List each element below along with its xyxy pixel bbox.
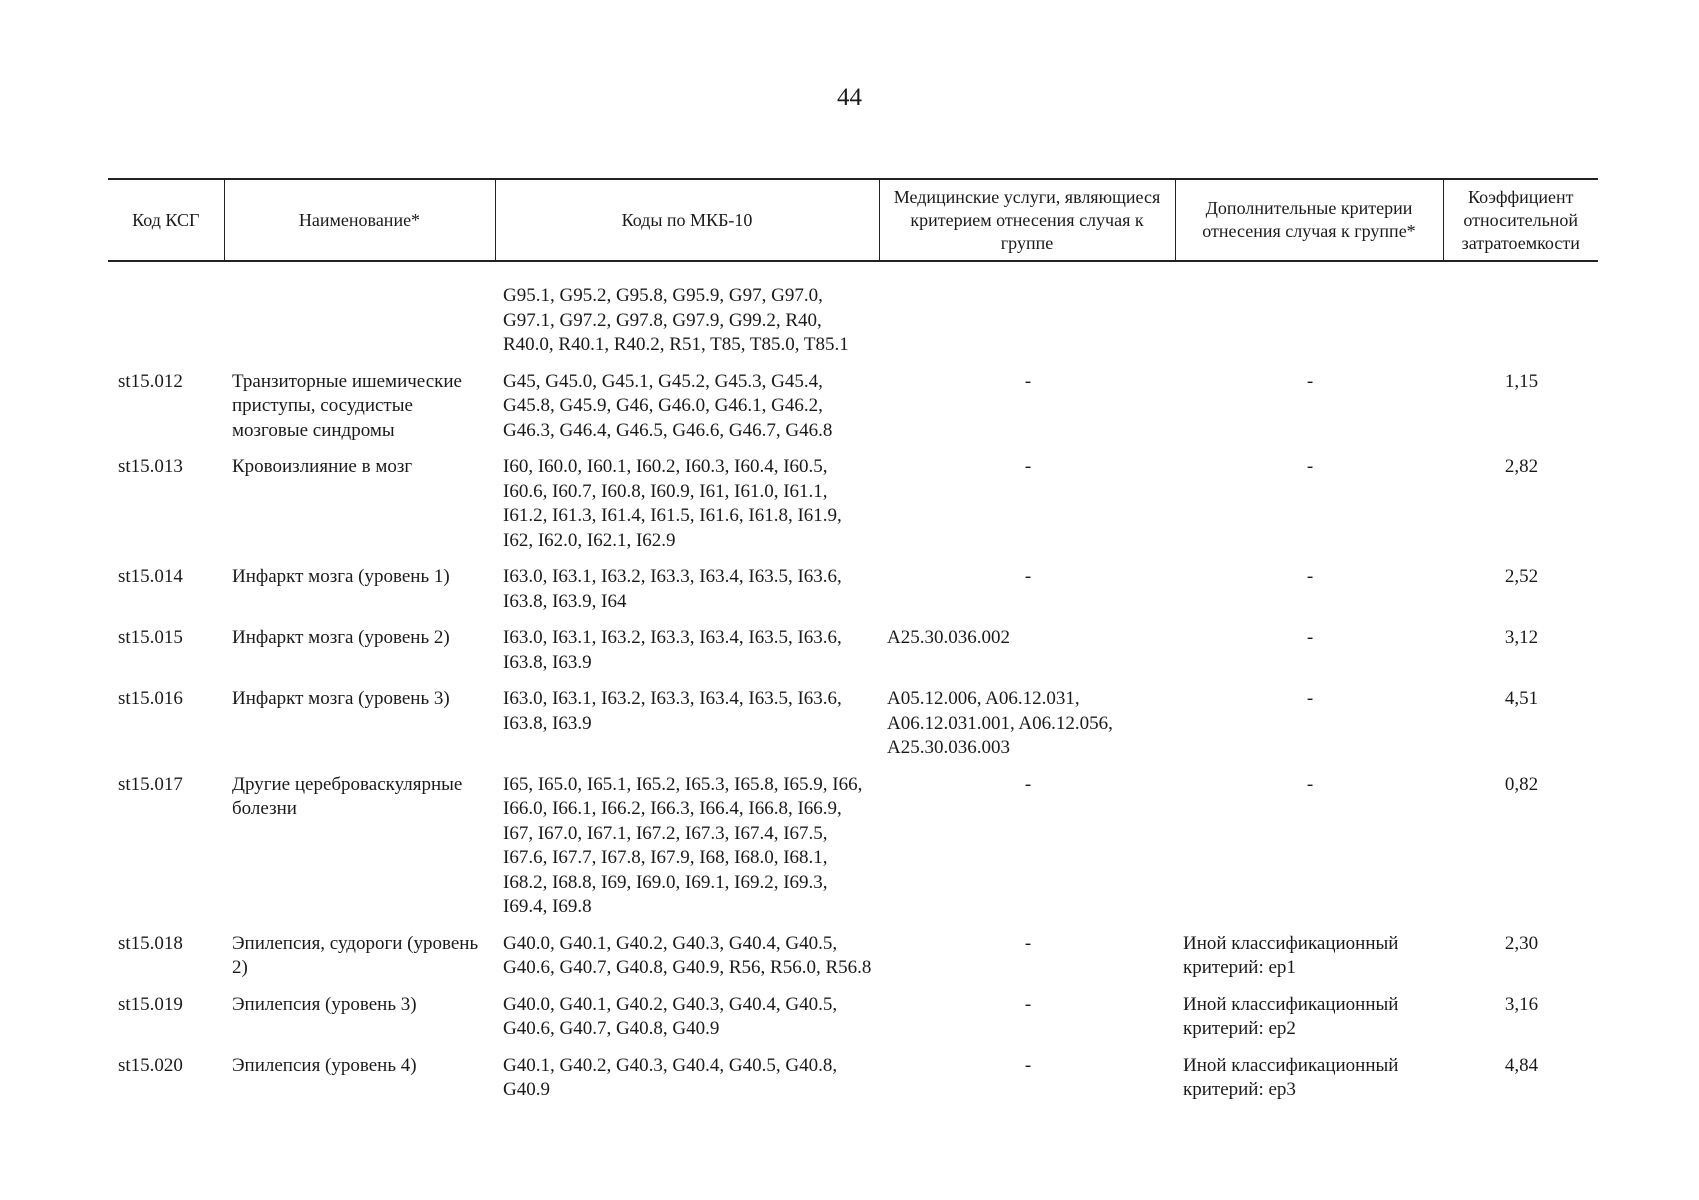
cell-services: - [1024, 1054, 1032, 1076]
cell-criteria [1175, 261, 1443, 364]
header-name: Наименование* [224, 179, 495, 261]
cell-criteria: - [1306, 688, 1314, 709]
table-row [108, 1048, 1598, 1109]
cell-code: st15.017 [118, 773, 183, 795]
cell-name: Другие цереброваскулярные болезни [232, 773, 463, 819]
header-code: Код КСГ [108, 179, 224, 261]
cell-coef: 2,52 [1504, 566, 1539, 587]
cell-code: st15.015 [118, 627, 183, 648]
cell-coef: 4,84 [1504, 1054, 1539, 1076]
cell-code [108, 261, 224, 364]
ksg-table [108, 178, 1598, 1109]
cell-icd: I60, I60.0, I60.1, I60.2, I60.3, I60.4, I60.5, I60.6, I60.7, I60.8, I60.9, I61, I61.0, I61.1, I61.2, I61.3, I61.4, I61.5, I61.6, I61.8, I61.9, I62, I62.0, I62.1, I62.9 [503, 456, 842, 551]
cell-code: st15.012 [118, 370, 183, 392]
header-coef: Коэффициент относительной затратоемкости [1443, 179, 1598, 261]
cell-services: - [1024, 456, 1032, 477]
table-body [108, 261, 1598, 1109]
cell-coef: 4,51 [1504, 688, 1539, 709]
header-criteria: Дополнительные критерии отнесения случая к группе* [1175, 179, 1443, 261]
table-row [108, 987, 1598, 1048]
cell-name: Эпилепсия (уровень 4) [232, 1054, 417, 1076]
cell-code: st15.019 [118, 993, 183, 1015]
cell-services: - [1024, 773, 1032, 795]
cell-coef: 1,15 [1504, 370, 1539, 392]
cell-criteria: - [1306, 566, 1314, 587]
cell-criteria: - [1306, 456, 1314, 477]
cell-services: A25.30.036.002 [887, 627, 1010, 648]
cell-criteria: - [1306, 627, 1314, 648]
table-row [108, 767, 1598, 926]
cell-icd: G95.1, G95.2, G95.8, G95.9, G97, G97.0, G97.1, G97.2, G97.8, G97.9, G99.2, R40, R40.0, R40.1, R40.2, R51, T85, T85.0, T85.1 [503, 285, 849, 355]
cell-name: Транзиторные ишемические приступы, сосудистые мозговые синдромы [232, 370, 462, 441]
cell-coef: 2,30 [1504, 932, 1539, 954]
page-number: 44 [837, 84, 862, 111]
cell-icd: G40.0, G40.1, G40.2, G40.3, G40.4, G40.5, G40.6, G40.7, G40.8, G40.9 [503, 993, 838, 1039]
cell-coef: 3,16 [1504, 993, 1539, 1015]
cell-name: Кровоизлияние в мозг [232, 456, 413, 477]
header-services: Медицинские услуги, являющиеся критерием отнесения случая к группе [879, 179, 1175, 261]
cell-coef [1443, 261, 1598, 364]
cell-code: st15.020 [118, 1054, 183, 1076]
cell-code: st15.013 [118, 456, 183, 477]
cell-icd: G45, G45.0, G45.1, G45.2, G45.3, G45.4, G45.8, G45.9, G46, G46.0, G46.1, G46.2, G46.3, G46.4, G46.5, G46.6, G46.7, G46.8 [503, 370, 833, 441]
cell-icd: G40.1, G40.2, G40.3, G40.4, G40.5, G40.8, G40.9 [503, 1054, 838, 1100]
cell-icd: I63.0, I63.1, I63.2, I63.3, I63.4, I63.5, I63.6, I63.8, I63.9 [503, 627, 842, 673]
cell-coef: 0,82 [1504, 773, 1539, 795]
cell-criteria: Иной классификационный критерий: ep3 [1183, 1054, 1399, 1100]
table-row [108, 926, 1598, 987]
cell-name [224, 261, 495, 364]
cell-criteria: - [1306, 773, 1314, 795]
table-row [108, 449, 1598, 559]
cell-criteria: Иной классификационный критерий: ep2 [1183, 993, 1399, 1039]
table-row [108, 261, 1598, 364]
table-row [108, 364, 1598, 450]
table-row [108, 681, 1598, 767]
cell-coef: 3,12 [1504, 627, 1539, 648]
cell-code: st15.018 [118, 932, 183, 954]
cell-name: Инфаркт мозга (уровень 1) [232, 566, 450, 587]
cell-icd: I65, I65.0, I65.1, I65.2, I65.3, I65.8, I65.9, I66, I66.0, I66.1, I66.2, I66.3, I66.4, I66.8, I66.9, I67, I67.0, I67.1, I67.2, I67.3, I67.4, I67.5, I67.6, I67.7, I67.8, I67.9, I68, I68.0, I68.1, I68.2, I68.8, I69, I69.0, I69.1, I69.2, I69.3, I69.4, I69.8 [503, 773, 863, 917]
cell-icd: G40.0, G40.1, G40.2, G40.3, G40.4, G40.5, G40.6, G40.7, G40.8, G40.9, R56, R56.0, R56.8 [503, 932, 872, 978]
cell-services: - [1024, 370, 1032, 392]
cell-criteria: - [1306, 370, 1314, 392]
cell-name: Инфаркт мозга (уровень 3) [232, 688, 450, 709]
cell-services: A05.12.006, A06.12.031, A06.12.031.001, A06.12.056, A25.30.036.003 [887, 688, 1113, 758]
cell-name: Эпилепсия, судороги (уровень 2) [232, 932, 479, 978]
table-row [108, 559, 1598, 620]
table-header [108, 179, 1598, 261]
cell-services: - [1024, 566, 1032, 587]
cell-code: st15.016 [118, 688, 183, 709]
cell-name: Эпилепсия (уровень 3) [232, 993, 417, 1015]
cell-services: - [1024, 932, 1032, 954]
header-icd: Коды по МКБ-10 [495, 179, 879, 261]
cell-services [879, 261, 1175, 364]
table-row [108, 620, 1598, 681]
cell-icd: I63.0, I63.1, I63.2, I63.3, I63.4, I63.5, I63.6, I63.8, I63.9, I64 [503, 566, 842, 612]
cell-code: st15.014 [118, 566, 183, 587]
cell-icd: I63.0, I63.1, I63.2, I63.3, I63.4, I63.5, I63.6, I63.8, I63.9 [503, 688, 842, 734]
cell-name: Инфаркт мозга (уровень 2) [232, 627, 450, 648]
cell-services: - [1024, 993, 1032, 1015]
cell-criteria: Иной классификационный критерий: ep1 [1183, 932, 1399, 978]
cell-coef: 2,82 [1504, 456, 1539, 477]
ksg-table-container [108, 178, 1598, 1109]
